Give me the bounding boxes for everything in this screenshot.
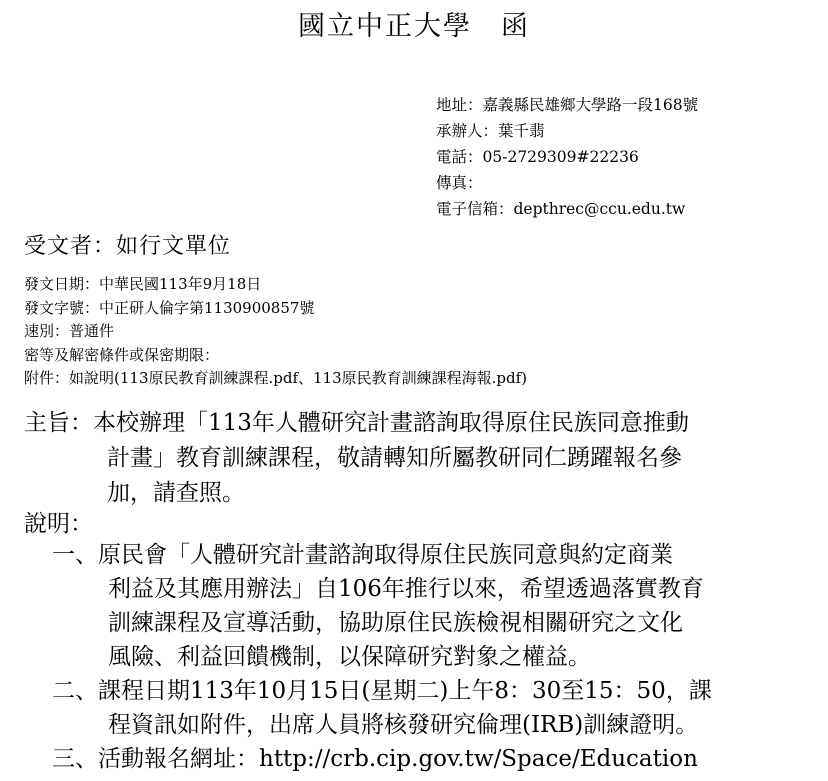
explanation-item-2-line: 程資訊如附件，出席人員將核發研究倫理(IRB)訓練證明。: [108, 712, 699, 738]
document-meta: [24, 273, 527, 391]
subject-line: 加，請查照。: [107, 480, 245, 506]
sender-address: 地址：嘉義縣民雄鄉大學路一段168號: [436, 96, 699, 114]
explanation-item-3-line: 三、活動報名網址：http://crb.cip.gov.tw/Space/Education: [52, 746, 698, 772]
sender-handler: 承辦人：葉千翡: [436, 122, 545, 140]
sender-info: [436, 92, 698, 222]
sender-phone: 電話：05-2729309#22236: [436, 148, 639, 166]
priority: 速別：普通件: [24, 322, 115, 340]
recipient-line: 受文者：如行文單位: [24, 234, 232, 259]
explanation-item-1-line: 利益及其應用辦法」自106年推行以來，希望透過落實教育: [108, 576, 704, 602]
explanation-item-1-line: 訓練課程及宣導活動，協助原住民族檢視相關研究之文化: [108, 610, 683, 636]
explanation-item-1-line: 一、原民會「人體研究計畫諮詢取得原住民族同意與約定商業: [52, 542, 673, 568]
explanation-item-1-line: 風險、利益回饋機制，以保障研究對象之權益。: [108, 644, 591, 670]
subject-line: 主旨：本校辦理「113年人體研究計畫諮詢取得原住民族同意推動: [24, 410, 689, 436]
subject-section: [24, 406, 689, 511]
sender-fax: 傳真：: [436, 174, 483, 192]
document-number: 發文字號：中正研人倫字第1130900857號: [24, 298, 315, 317]
explanation-list: [52, 538, 712, 776]
sender-email: 電子信箱：depthrec@ccu.edu.tw: [436, 200, 686, 218]
attachments: 附件：如說明(113原民教育訓練課程.pdf、113原民教育訓練課程海報.pdf): [24, 369, 528, 387]
explanation-item-2-line: 二、課程日期113年10月15日(星期二)上午8：30至15：50，課: [52, 678, 712, 704]
document-title: 國立中正大學 函: [298, 11, 530, 42]
subject-line: 計畫」教育訓練課程，敬請轉知所屬教研同仁踴躍報名參: [107, 445, 682, 471]
issue-date: 發文日期：中華民國113年9月18日: [24, 275, 262, 293]
explanation-label: 說明：: [24, 511, 93, 537]
confidentiality: 密等及解密條件或保密期限：: [24, 345, 220, 364]
